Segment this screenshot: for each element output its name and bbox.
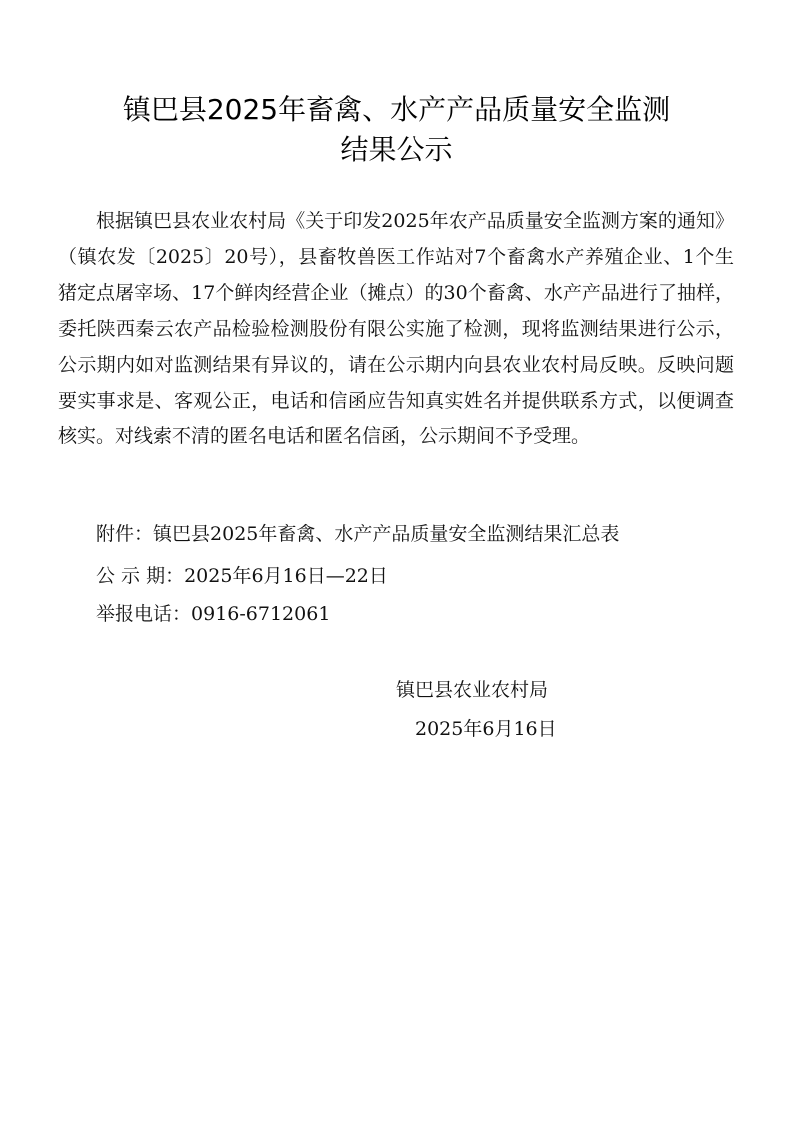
signature-date: 2025年6月16日 (415, 718, 557, 740)
report-phone-value: 0916-6712061 (191, 603, 331, 625)
publicity-period-label: 公 示 期： (96, 565, 185, 587)
publicity-period-line (96, 563, 388, 589)
publicity-period-value: 2025年6月16日—22日 (184, 565, 388, 587)
document-title-line-2: 结果公示 (340, 133, 453, 166)
attachment-label: 附件： (96, 523, 154, 545)
report-phone-line (96, 601, 330, 627)
document-title-line-1: 镇巴县2025年畜禽、水产产品质量安全监测 (122, 93, 671, 126)
report-phone-label: 举报电话： (96, 603, 192, 625)
signature-organization: 镇巴县农业农村局 (396, 679, 549, 701)
attachment-line (96, 521, 619, 547)
attachment-text: 镇巴县2025年畜禽、水产产品质量安全监测结果汇总表 (153, 523, 620, 545)
announcement-paragraph: 根据镇巴县农业农村局《关于印发2025年农产品质量安全监测方案的通知》（镇农发〔2025〕20号），县畜牧兽医工作站对7个畜禽水产养殖企业、1个生猪定点屠宰场、17个鲜肉经营企业（摊点）的30个畜禽、水产产品进行了抽样，委托陕西秦云农产品检验检测股份有限公实施了检测，现将监测结果进行公示，公示期内如对监测结果有异议的，请在公示期内向县农业农村局反映。反映问题要实事求是、客观公正，电话和信函应告知真实姓名并提供联系方式，以便调查核实。对线索不清的匿名电话和匿名信函，公示期间不予受理。 (58, 210, 734, 448)
